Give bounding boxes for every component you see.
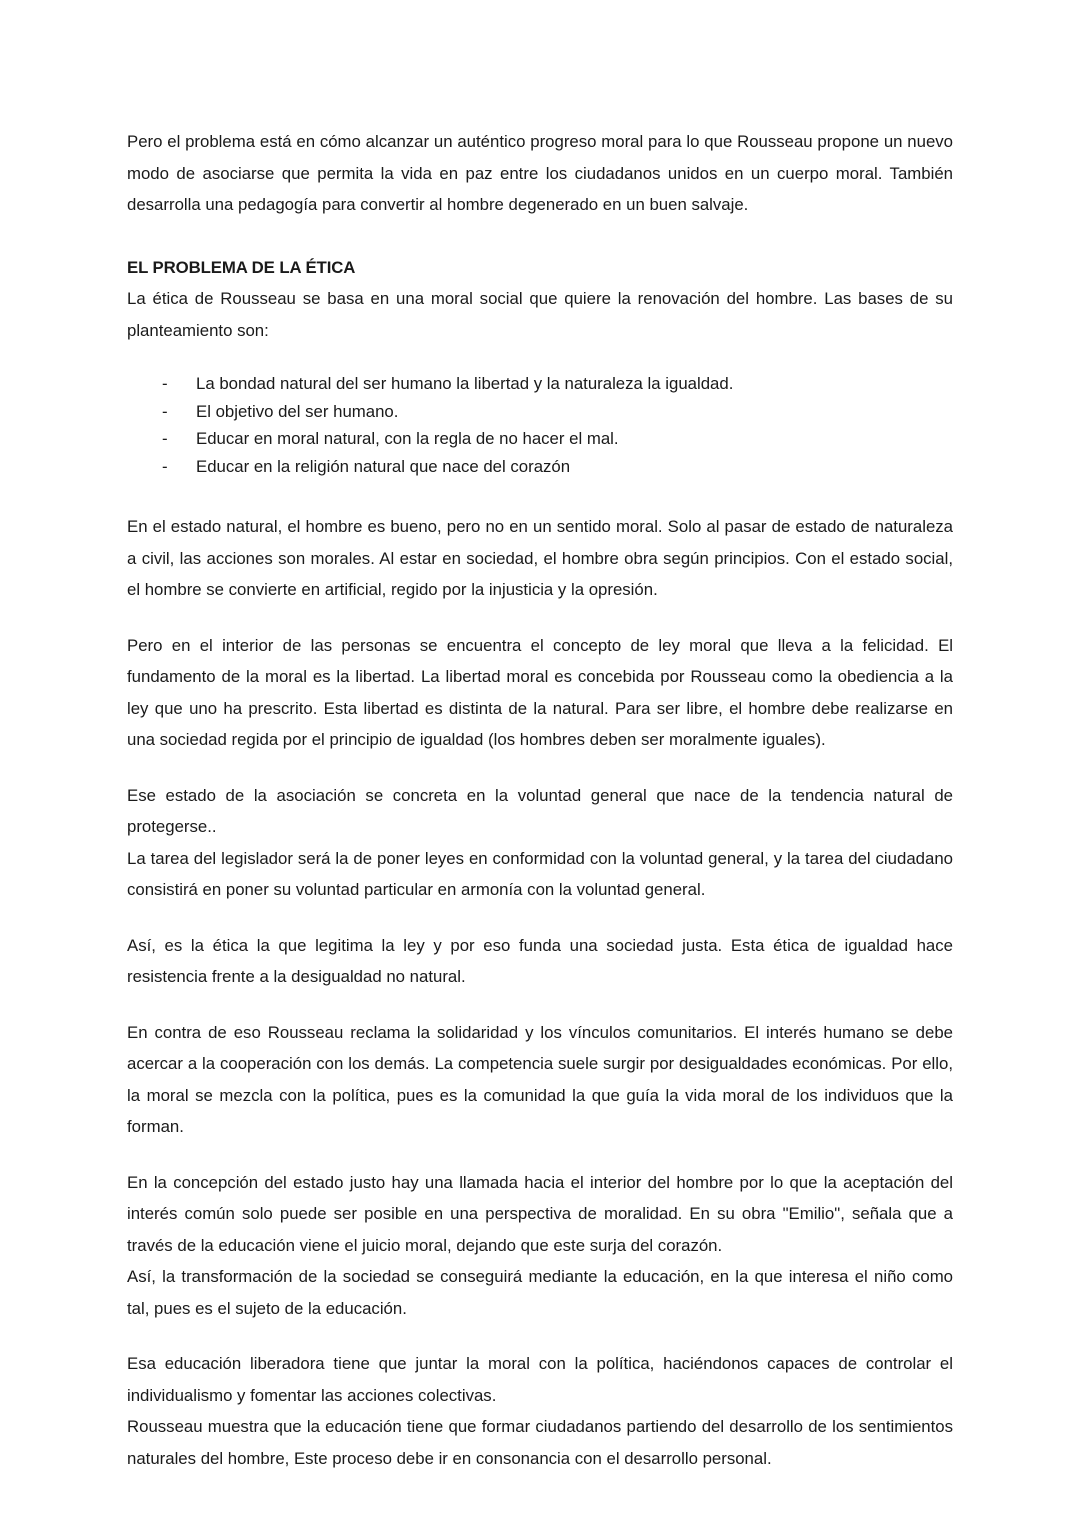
spacer [127, 346, 953, 370]
document-text-body [127, 126, 953, 1474]
paragraph-educacion-liberadora: Esa educación liberadora tiene que juntar la moral con la política, haciéndonos capaces de controlar el individualismo y fomentar las acciones colectivas. [127, 1354, 953, 1405]
paragraph-etica-legitima: Así, es la ética la que legitima la ley y por eso funda una sociedad justa. Esta ética de igualdad hace resistencia frente a la desigualdad no natural. [127, 935, 953, 986]
spacer [127, 480, 953, 511]
spacer [127, 221, 953, 252]
list-item-label: Educar en moral natural, con la regla de no hacer el mal. [196, 429, 619, 448]
paragraph-rousseau-muestra: Rousseau muestra que la educación tiene que formar ciudadanos partiendo del desarrollo de los sentimientos naturales del hombre, Este proceso debe ir en consonancia con el desarrollo personal. [127, 1417, 953, 1468]
paragraph-solidaridad: En contra de eso Rousseau reclama la solidaridad y los vínculos comunitarios. El interés humano se debe acercar a la cooperación con los demás. La competencia suele surgir por desigualdades económicas. Por ello, la moral se mezcla con la política, pues es la comunidad la que guía la vida moral de los individuos que la forman. [127, 1022, 953, 1136]
list-item-label: La bondad natural del ser humano la libertad y la naturaleza la igualdad. [196, 374, 734, 393]
list-item [127, 453, 953, 481]
spacer [127, 606, 953, 630]
list-marker-hyphen: - [162, 374, 168, 393]
list-item-label: Educar en la religión natural que nace del corazón [196, 456, 571, 476]
spacer [127, 993, 953, 1017]
list-marker-hyphen: - [162, 456, 168, 476]
paragraph-voluntad-general-primera: Ese estado de la asociación se concreta en la voluntad general que nace de la tendencia natural de protegerse.. [127, 785, 953, 836]
spacer [127, 906, 953, 930]
paragraph-voluntad-general-segunda: La tarea del legislador será la de poner leyes en conformidad con la voluntad general, y la tarea del ciudadano consistirá en poner su voluntad particular en armonía con la voluntad general. [127, 848, 953, 899]
spacer [127, 1143, 953, 1167]
spacer [127, 756, 953, 780]
paragraph-estado-natural: En el estado natural, el hombre es bueno, pero no en un sentido moral. Solo al pasar de estado de naturaleza a civil, las acciones son morales. Al estar en sociedad, el hombre obra según principios. Con el estado social, el hombre se convierte en artificial, regido por la injusticia y la opresión. [127, 517, 953, 599]
bases-list [127, 370, 953, 480]
list-item-label: El objetivo del ser humano. [196, 401, 399, 421]
list-marker-hyphen: - [162, 429, 168, 448]
paragraph-estado-justo: En la concepción del estado justo hay una llamada hacia el interior del hombre por lo que la aceptación del interés común solo puede ser posible en una perspectiva de moralidad. En su obra "Emilio", señala que a través de la educación viene el juicio moral, dejando que este surja del corazón. [127, 1172, 953, 1255]
paragraph-heading-intro: La ética de Rousseau se basa en una moral social que quiere la renovación del hombre. Las bases de su planteamiento son: [127, 289, 953, 340]
spacer [127, 1324, 953, 1348]
paragraph-intro: Pero el problema está en cómo alcanzar un auténtico progreso moral para lo que Rousseau propone un nuevo modo de asociarse que permita la vida en paz entre los ciudadanos unidos en un cuerpo moral. También desarrolla una pedagogía para convertir al hombre degenerado en un buen salvaje. [127, 132, 953, 214]
list-item [127, 398, 953, 426]
paragraph-transformacion: Así, la transformación de la sociedad se conseguirá mediante la educación, en la que interesa el niño como tal, pues es el sujeto de la educación. [127, 1267, 953, 1318]
list-marker-hyphen: - [162, 401, 168, 421]
paragraph-ley-moral: Pero en el interior de las personas se encuentra el concepto de ley moral que lleva a la felicidad. El fundamento de la moral es la libertad. La libertad moral es concebida por Rousseau como la obediencia a la ley que uno ha prescrito. Esta libertad es distinta de la natural. Para ser libre, el hombre debe realizarse en una sociedad regida por el principio de igualdad (los hombres deben ser moralmente iguales). [127, 635, 953, 749]
list-item [127, 425, 953, 453]
list-item [127, 370, 953, 398]
section-heading-el-problema-de-la-etica: EL PROBLEMA DE LA ÉTICA [127, 257, 356, 277]
